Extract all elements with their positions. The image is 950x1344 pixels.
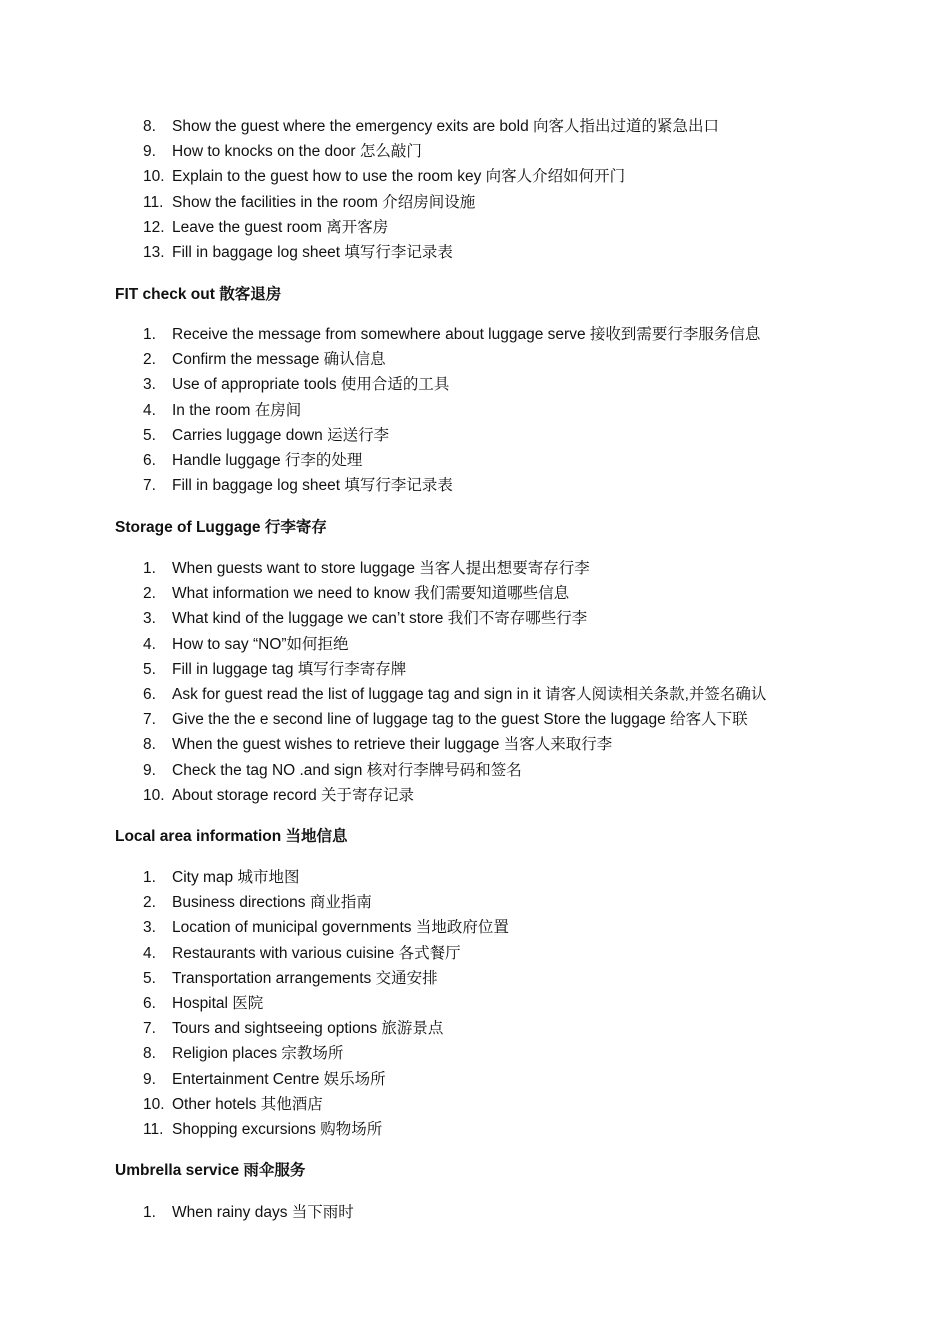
item-number: 3. xyxy=(143,376,156,394)
item-number: 6. xyxy=(143,994,156,1012)
item-text: Entertainment Centre 娱乐场所 xyxy=(172,1070,386,1088)
item-number: 8. xyxy=(143,1045,156,1063)
item-number: 1. xyxy=(143,326,156,343)
item-number: 8. xyxy=(143,118,156,135)
item-number: 5. xyxy=(143,969,156,987)
item-number: 4. xyxy=(143,635,156,653)
item-number: 4. xyxy=(143,944,156,962)
item-number: 1. xyxy=(143,560,156,577)
item-text: Give the the e second line of luggage tag to the guest Store the luggage 给客人下联 xyxy=(172,711,748,729)
item-number: 11. xyxy=(143,193,164,211)
item-text: Leave the guest room 离开客房 xyxy=(172,218,389,236)
item-number: 10. xyxy=(143,1095,165,1113)
item-text: Confirm the message 确认信息 xyxy=(172,351,386,369)
item-text: Location of municipal governments 当地政府位置 xyxy=(172,919,509,937)
item-number: 13. xyxy=(143,243,165,261)
item-number: 3. xyxy=(143,919,156,937)
item-number: 7. xyxy=(143,1020,156,1038)
item-number: 8. xyxy=(143,736,156,754)
item-number: 5. xyxy=(143,426,156,444)
item-text: Ask for guest read the list of luggage tag and sign in it 请客人阅读相关条款,并签名确认 xyxy=(172,685,767,703)
item-number: 1. xyxy=(143,1204,156,1221)
item-number: 2. xyxy=(143,585,156,603)
item-text: Shopping excursions 购物场所 xyxy=(172,1120,383,1138)
item-text: Tours and sightseeing options 旅游景点 xyxy=(172,1020,444,1038)
item-text: Handle luggage 行李的处理 xyxy=(172,451,363,469)
item-number: 11. xyxy=(143,1120,164,1138)
item-text: About storage record 关于寄存记录 xyxy=(172,786,415,804)
item-number: 6. xyxy=(143,451,156,469)
section-heading-umbrella-service: Umbrella service 雨伞服务 xyxy=(115,1162,306,1179)
item-text: Religion places 宗教场所 xyxy=(172,1045,344,1063)
item-text: City map 城市地图 xyxy=(172,869,300,886)
item-text: How to say “NO”如何拒绝 xyxy=(172,635,349,653)
item-text: What information we need to know 我们需要知道哪些信息 xyxy=(172,585,570,603)
item-text: Receive the message from somewhere about luggage serve 接收到需要行李服务信息 xyxy=(172,326,761,343)
item-text: Fill in luggage tag 填写行李寄存牌 xyxy=(172,660,407,678)
item-text: Other hotels 其他酒店 xyxy=(172,1095,323,1113)
item-text: Show the guest where the emergency exits are bold 向客人指出过道的紧急出口 xyxy=(172,118,720,135)
item-number: 9. xyxy=(143,761,156,779)
item-number: 2. xyxy=(143,894,156,912)
item-number: 7. xyxy=(143,711,156,729)
section-heading-storage-of-luggage: Storage of Luggage 行李寄存 xyxy=(115,519,327,536)
item-text: In the room 在房间 xyxy=(172,401,302,419)
item-number: 9. xyxy=(143,143,156,161)
item-text: What kind of the luggage we can’t store 我们不寄存哪些行李 xyxy=(172,610,588,628)
item-number: 1. xyxy=(143,869,156,886)
item-text: Hospital 医院 xyxy=(172,994,264,1012)
item-text: When guests want to store luggage 当客人提出想要寄存行李 xyxy=(172,560,590,577)
item-number: 10. xyxy=(143,168,165,186)
item-number: 10. xyxy=(143,786,165,804)
item-number: 6. xyxy=(143,685,156,703)
item-number: 9. xyxy=(143,1070,156,1088)
item-text: When rainy days 当下雨时 xyxy=(172,1204,354,1221)
section-heading-local-area-information: Local area information 当地信息 xyxy=(115,828,348,845)
item-text: Transportation arrangements 交通安排 xyxy=(172,969,438,987)
item-number: 2. xyxy=(143,351,156,369)
item-text: Fill in baggage log sheet 填写行李记录表 xyxy=(172,477,453,495)
item-text: Show the facilities in the room 介绍房间设施 xyxy=(172,193,476,211)
item-text: How to knocks on the door 怎么敲门 xyxy=(172,143,422,161)
item-number: 5. xyxy=(143,660,156,678)
item-text: Check the tag NO .and sign 核对行李牌号码和签名 xyxy=(172,761,522,779)
item-number: 3. xyxy=(143,610,156,628)
item-text: Fill in baggage log sheet 填写行李记录表 xyxy=(172,243,453,261)
item-number: 12. xyxy=(143,218,165,236)
section-heading-fit-check-out: FIT check out 散客退房 xyxy=(115,286,282,303)
item-number: 7. xyxy=(143,477,156,495)
item-text: Carries luggage down 运送行李 xyxy=(172,426,390,444)
item-text: When the guest wishes to retrieve their luggage 当客人来取行李 xyxy=(172,736,613,754)
item-text: Restaurants with various cuisine 各式餐厅 xyxy=(172,944,461,962)
item-text: Use of appropriate tools 使用合适的工具 xyxy=(172,376,450,394)
item-text: Business directions 商业指南 xyxy=(172,894,372,912)
item-number: 4. xyxy=(143,401,156,419)
item-text: Explain to the guest how to use the room key 向客人介绍如何开门 xyxy=(172,168,626,186)
